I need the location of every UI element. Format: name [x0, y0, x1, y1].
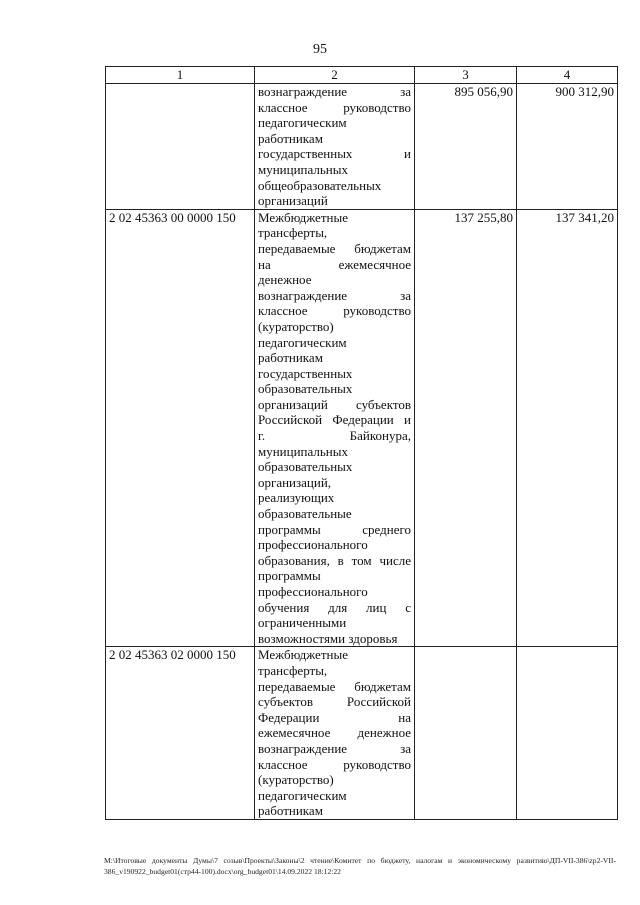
description-line: трансферты,	[258, 662, 328, 678]
description-line: передаваемые бюджетам	[258, 240, 411, 256]
footer-file-path: М:\Итоговые документы Думы\7 созыв\Проекты\Законы\2 чтение\Комитет по бюджету, налогам и экономическому развитию\ДП-VII-386\zp2-VII-386_v190922_budget01(стр44-100).docx\org_budget01\14.09.2022 18:12:22	[104, 856, 616, 876]
description-line: программы среднего	[258, 521, 411, 537]
amount-cell-col4	[517, 647, 618, 820]
description-line: работникам	[258, 350, 323, 366]
description-cell	[255, 647, 415, 820]
description-line: государственных	[258, 365, 353, 381]
description-line: профессионального	[258, 584, 368, 599]
description-line: обучения для лиц с	[258, 599, 411, 615]
amount-cell-col4: 900 312,90	[517, 84, 618, 210]
table-row	[106, 84, 618, 210]
description-line: общеобразовательных	[258, 177, 382, 193]
description-line: образования, в том числе	[258, 552, 411, 568]
description-line: педагогическим	[258, 334, 347, 350]
description-line: Межбюджетные	[258, 209, 348, 225]
amount-cell-col3: 137 255,80	[415, 209, 517, 647]
description-cell	[255, 209, 415, 647]
description-line: реализующих	[258, 490, 335, 506]
description-line: ежемесячное денежное	[258, 725, 411, 741]
description-line: организаций,	[258, 474, 332, 490]
page-number: 95	[313, 42, 327, 57]
description-line: вознаграждение за	[258, 84, 411, 99]
description-line: субъектов Российской	[258, 694, 411, 710]
description-line: ограниченными	[258, 615, 347, 631]
description-line: вознаграждение за	[258, 740, 411, 756]
description-line: классное руководство	[258, 756, 411, 772]
description-line: вознаграждение за	[258, 287, 411, 303]
table-row	[106, 647, 618, 820]
description-line: организаций	[258, 193, 328, 209]
description-cell	[255, 84, 415, 210]
table-row	[106, 209, 618, 647]
description-line: возможностями здоровья	[258, 630, 398, 646]
description-line: Межбюджетные	[258, 647, 348, 663]
budget-table	[105, 66, 618, 820]
description-line: (кураторство)	[258, 318, 334, 334]
budget-code-cell	[106, 84, 255, 210]
budget-code-cell: 2 02 45363 02 0000 150	[106, 647, 255, 820]
amount-cell-col3: 895 056,90	[415, 84, 517, 210]
description-line: педагогическим	[258, 787, 347, 803]
description-line: государственных и	[258, 146, 411, 162]
description-line: Российской Федерации и	[258, 412, 411, 428]
description-line: программы	[258, 568, 321, 584]
description-line: передаваемые бюджетам	[258, 678, 411, 694]
column-header-3: 3	[415, 67, 517, 84]
amount-cell-col4: 137 341,20	[517, 209, 618, 647]
table-body	[106, 84, 618, 820]
description-line: профессионального	[258, 537, 368, 553]
description-line: трансферты,	[258, 225, 328, 241]
description-line: образовательных	[258, 381, 353, 397]
description-line: на ежемесячное	[258, 256, 411, 272]
column-header-1: 1	[106, 67, 255, 84]
column-header-4: 4	[517, 67, 618, 84]
description-line: работникам	[258, 803, 323, 819]
description-line: классное руководство	[258, 303, 411, 319]
description-line: организаций субъектов	[258, 396, 411, 412]
description-line: денежное	[258, 272, 312, 288]
description-line: педагогическим	[258, 115, 347, 131]
description-line: образовательные	[258, 506, 352, 522]
description-line: муниципальных	[258, 161, 349, 177]
description-line: образовательных	[258, 459, 353, 475]
description-line: классное руководство	[258, 99, 411, 115]
description-line: работникам	[258, 130, 323, 146]
description-line: (кураторство)	[258, 772, 334, 788]
description-line: Федерации на	[258, 709, 411, 725]
description-line: муниципальных	[258, 443, 349, 459]
budget-code-cell: 2 02 45363 00 0000 150	[106, 209, 255, 647]
table-header-row	[106, 67, 618, 84]
column-header-2: 2	[255, 67, 415, 84]
description-line: г. Байконура,	[258, 428, 411, 444]
amount-cell-col3	[415, 647, 517, 820]
